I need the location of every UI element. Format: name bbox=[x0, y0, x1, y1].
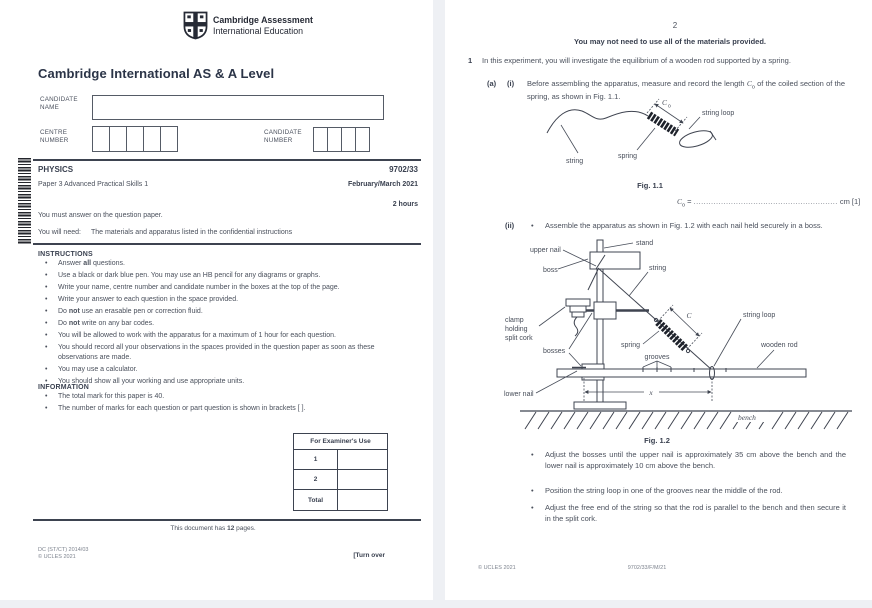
assemble-instruction: • Assemble the apparatus as shown in Fig. 1.2 with each nail held securely in a boss. bbox=[530, 221, 846, 232]
candidate-number-cell bbox=[355, 127, 370, 152]
instruction-text: You will be allowed to work with the apparatus for a maximum of 1 hour for each question. bbox=[58, 332, 336, 340]
instruction-item bbox=[38, 295, 416, 305]
examiner-table-row bbox=[294, 450, 387, 470]
examiner-score-cell bbox=[338, 470, 387, 489]
question-number: 1 bbox=[468, 56, 473, 65]
spring-hook bbox=[686, 349, 689, 352]
clamp-label-line3: split cork bbox=[505, 335, 533, 342]
bosses-label: bosses bbox=[543, 348, 566, 355]
answer-note: You must answer on the question paper. bbox=[38, 212, 163, 219]
leader-line bbox=[558, 259, 588, 269]
paper-code: 9702/33 bbox=[389, 165, 418, 174]
unit-label: cm bbox=[839, 197, 850, 206]
grooves-fan-lines bbox=[643, 361, 671, 367]
information-item bbox=[38, 392, 416, 402]
question-page bbox=[445, 0, 872, 600]
centre-number-label: CENTRE NUMBER bbox=[40, 129, 69, 145]
bench-label: bench bbox=[738, 413, 756, 422]
information-text: The total mark for this paper is 40. bbox=[58, 393, 165, 400]
part-ai-text: Before assembling the apparatus, measure and record the length $C_o$ of the coiled section of the spring, as shown in Fig. 1.1. bbox=[527, 79, 846, 102]
leader-line bbox=[569, 353, 581, 366]
wooden-rod-shape bbox=[557, 369, 806, 377]
c0-dim-subscript: o bbox=[668, 103, 671, 110]
instructions-title: INSTRUCTIONS bbox=[38, 251, 93, 258]
copyright-right: © UCLES 2021 bbox=[478, 565, 516, 571]
leader-line bbox=[637, 128, 655, 150]
dim-dash bbox=[647, 99, 659, 113]
qualification-title: Cambridge International AS & A Level bbox=[38, 66, 275, 81]
candidate-number-label: CANDIDATE NUMBER bbox=[264, 129, 302, 145]
logo-line2: International Education bbox=[213, 25, 303, 36]
split-cork-jaw bbox=[572, 312, 584, 317]
candidate-name-box bbox=[92, 95, 384, 120]
string-loop-label: string loop bbox=[702, 110, 735, 117]
clamp-label-line1: clamp bbox=[505, 317, 524, 324]
instruction-text: You may use a calculator. bbox=[58, 366, 138, 374]
spring-label: spring bbox=[618, 153, 638, 160]
loose-string-end bbox=[574, 317, 578, 336]
instructions-list bbox=[38, 259, 416, 389]
x-dim-symbol: x bbox=[649, 388, 653, 397]
instruction-item bbox=[38, 319, 416, 329]
string-label: string bbox=[566, 158, 584, 165]
setup-bullet: • Position the string loop in one of the grooves near the middle of the rod. bbox=[530, 486, 846, 497]
clamp-label-line2: holding bbox=[505, 326, 528, 333]
document-pages-note: This document has 12 pages. bbox=[170, 525, 256, 532]
you-will-need-text: The materials and apparatus listed in the confidential instructions bbox=[90, 229, 293, 236]
centre-number-cell bbox=[126, 126, 144, 152]
answer-dotted-line: .......................................................... bbox=[693, 197, 838, 206]
rule-bottom bbox=[33, 519, 421, 521]
c0-answer-line bbox=[677, 197, 860, 210]
mid-boss-shape bbox=[594, 302, 616, 319]
instruction-text: Do not write on any bar codes. bbox=[58, 320, 155, 328]
candidate-number-cell bbox=[341, 127, 356, 152]
centre-number-cell bbox=[109, 126, 127, 152]
leader-line bbox=[561, 125, 578, 153]
examiner-row-label: 2 bbox=[294, 470, 338, 489]
instruction-text: You should show all your working and use appropriate units. bbox=[58, 378, 245, 386]
examiner-score-cell bbox=[338, 450, 387, 469]
barcode bbox=[18, 158, 31, 244]
information-list bbox=[38, 392, 416, 416]
instruction-text: Write your name, centre number and candidate number in the boxes at the top of the page. bbox=[58, 284, 340, 292]
information-item bbox=[38, 404, 416, 414]
you-will-need-label: You will need: bbox=[38, 229, 81, 236]
candidate-name-label: CANDIDATE NAME bbox=[40, 96, 78, 112]
marks-badge: [1] bbox=[851, 197, 861, 206]
cambridge-shield-icon bbox=[183, 11, 208, 40]
leader-line bbox=[569, 313, 592, 349]
leader-line bbox=[539, 307, 565, 326]
cover-page bbox=[0, 0, 433, 600]
logo-line1: Cambridge Assessment bbox=[213, 15, 313, 26]
exam-duration: 2 hours bbox=[392, 201, 418, 208]
cambridge-logo bbox=[183, 11, 313, 40]
spring-label: spring bbox=[621, 342, 641, 349]
rule-mid bbox=[33, 243, 421, 245]
information-text: The number of marks for each question or part question is shown in brackets [ ]. bbox=[58, 405, 306, 413]
spring-coil bbox=[658, 322, 686, 349]
dim-dash bbox=[658, 305, 673, 321]
centre-number-boxes bbox=[92, 126, 178, 152]
candidate-number-cell bbox=[327, 127, 342, 152]
part-a-label: (a) bbox=[487, 79, 497, 88]
bench-hatching bbox=[525, 412, 848, 429]
paper-title: Paper 3 Advanced Practical Skills 1 bbox=[38, 181, 149, 188]
exam-session: February/March 2021 bbox=[347, 181, 418, 188]
instruction-item bbox=[38, 343, 416, 362]
page-number: 2 bbox=[672, 21, 678, 30]
question-intro: In this experiment, you will investigate the equilibrium of a wooden rod supported by a spring. bbox=[482, 56, 791, 65]
turn-over-note: [Turn over bbox=[353, 552, 385, 559]
string-curve bbox=[547, 110, 648, 133]
setup-bullet: • Adjust the free end of the string so that the rod is parallel to the bench and then secure it in the split cork. bbox=[530, 503, 846, 525]
fig-1-2-diagram bbox=[500, 236, 870, 448]
fig-1-1-caption: Fig. 1.1 bbox=[637, 181, 663, 190]
leader-line bbox=[629, 272, 648, 296]
stand-base bbox=[574, 402, 626, 409]
doc-code: DC (ST/CT) 2014/03 bbox=[38, 547, 89, 553]
dim-dash bbox=[687, 333, 702, 349]
instruction-text: You should record all your observations in the spaces provided in the question paper as soon as these observations are made. bbox=[58, 344, 375, 361]
leader-line bbox=[604, 243, 633, 248]
fig-1-1-diagram bbox=[540, 98, 770, 193]
candidate-number-boxes bbox=[313, 127, 370, 152]
string-loop-shape bbox=[678, 128, 715, 151]
instruction-text: Use a black or dark blue pen. You may use an HB pencil for any diagrams or graphs. bbox=[58, 272, 321, 280]
instruction-text: Do not use an erasable pen or correction fluid. bbox=[58, 308, 203, 316]
wooden-rod-label: wooden rod bbox=[761, 342, 798, 349]
part-ii-label: (ii) bbox=[505, 221, 515, 230]
instruction-item bbox=[38, 377, 416, 387]
leader-line bbox=[643, 331, 659, 344]
part-i-label: (i) bbox=[507, 79, 515, 88]
candidate-number-cell bbox=[313, 127, 328, 152]
fig-1-2-caption: Fig. 1.2 bbox=[644, 436, 670, 445]
examiner-row-label: 1 bbox=[294, 450, 338, 469]
instruction-item bbox=[38, 307, 416, 317]
examiner-table-title: For Examiner's Use bbox=[294, 434, 387, 450]
instruction-item bbox=[38, 283, 416, 293]
leader-line bbox=[714, 319, 741, 366]
rule-top bbox=[33, 159, 421, 161]
c-dimension-arrow bbox=[670, 308, 699, 336]
instruction-text: Write your answer to each question in the space provided. bbox=[58, 296, 239, 304]
centre-number-cell bbox=[92, 126, 110, 152]
materials-note: You may not need to use all of the materials provided. bbox=[574, 37, 766, 46]
instruction-text: Answer all questions. bbox=[58, 260, 125, 267]
c0-symbol: C bbox=[677, 197, 683, 206]
subject-name: PHYSICS bbox=[38, 165, 74, 174]
split-cork-clamp bbox=[566, 299, 590, 306]
copyright-left: © UCLES 2021 bbox=[38, 554, 76, 560]
centre-number-cell bbox=[160, 126, 178, 152]
leader-line bbox=[757, 350, 774, 368]
boss-label: boss bbox=[543, 267, 558, 274]
examiner-score-cell bbox=[338, 490, 387, 510]
setup-bullet: • Adjust the bosses until the upper nail is approximately 35 cm above the bench and the lower nail is approximately 10 cm above the bench. bbox=[530, 450, 846, 472]
instruction-item bbox=[38, 365, 416, 375]
examiner-table-row bbox=[294, 470, 387, 490]
string-label: string bbox=[649, 265, 667, 272]
c0-dim-symbol: C bbox=[662, 98, 668, 107]
upper-nail-label: upper nail bbox=[530, 247, 561, 254]
instruction-item bbox=[38, 259, 416, 269]
information-title: INFORMATION bbox=[38, 384, 90, 391]
string-loop-label: string loop bbox=[743, 312, 776, 319]
split-cork bbox=[570, 306, 586, 312]
examiner-row-label: Total bbox=[294, 490, 338, 510]
stand-label: stand bbox=[636, 240, 654, 247]
leader-line bbox=[689, 117, 700, 129]
examiner-table-row bbox=[294, 490, 387, 510]
c-dim-symbol: C bbox=[686, 311, 692, 320]
paper-reference: 9702/33/F/M/21 bbox=[627, 565, 667, 571]
examiner-use-table bbox=[293, 433, 388, 511]
centre-number-cell bbox=[143, 126, 161, 152]
grooves-label: grooves bbox=[644, 354, 670, 361]
instruction-item bbox=[38, 271, 416, 281]
instruction-item bbox=[38, 331, 416, 341]
lower-nail-label: lower nail bbox=[504, 391, 534, 398]
c0-subscript: o bbox=[682, 202, 686, 209]
equals-sign: = bbox=[687, 197, 692, 206]
